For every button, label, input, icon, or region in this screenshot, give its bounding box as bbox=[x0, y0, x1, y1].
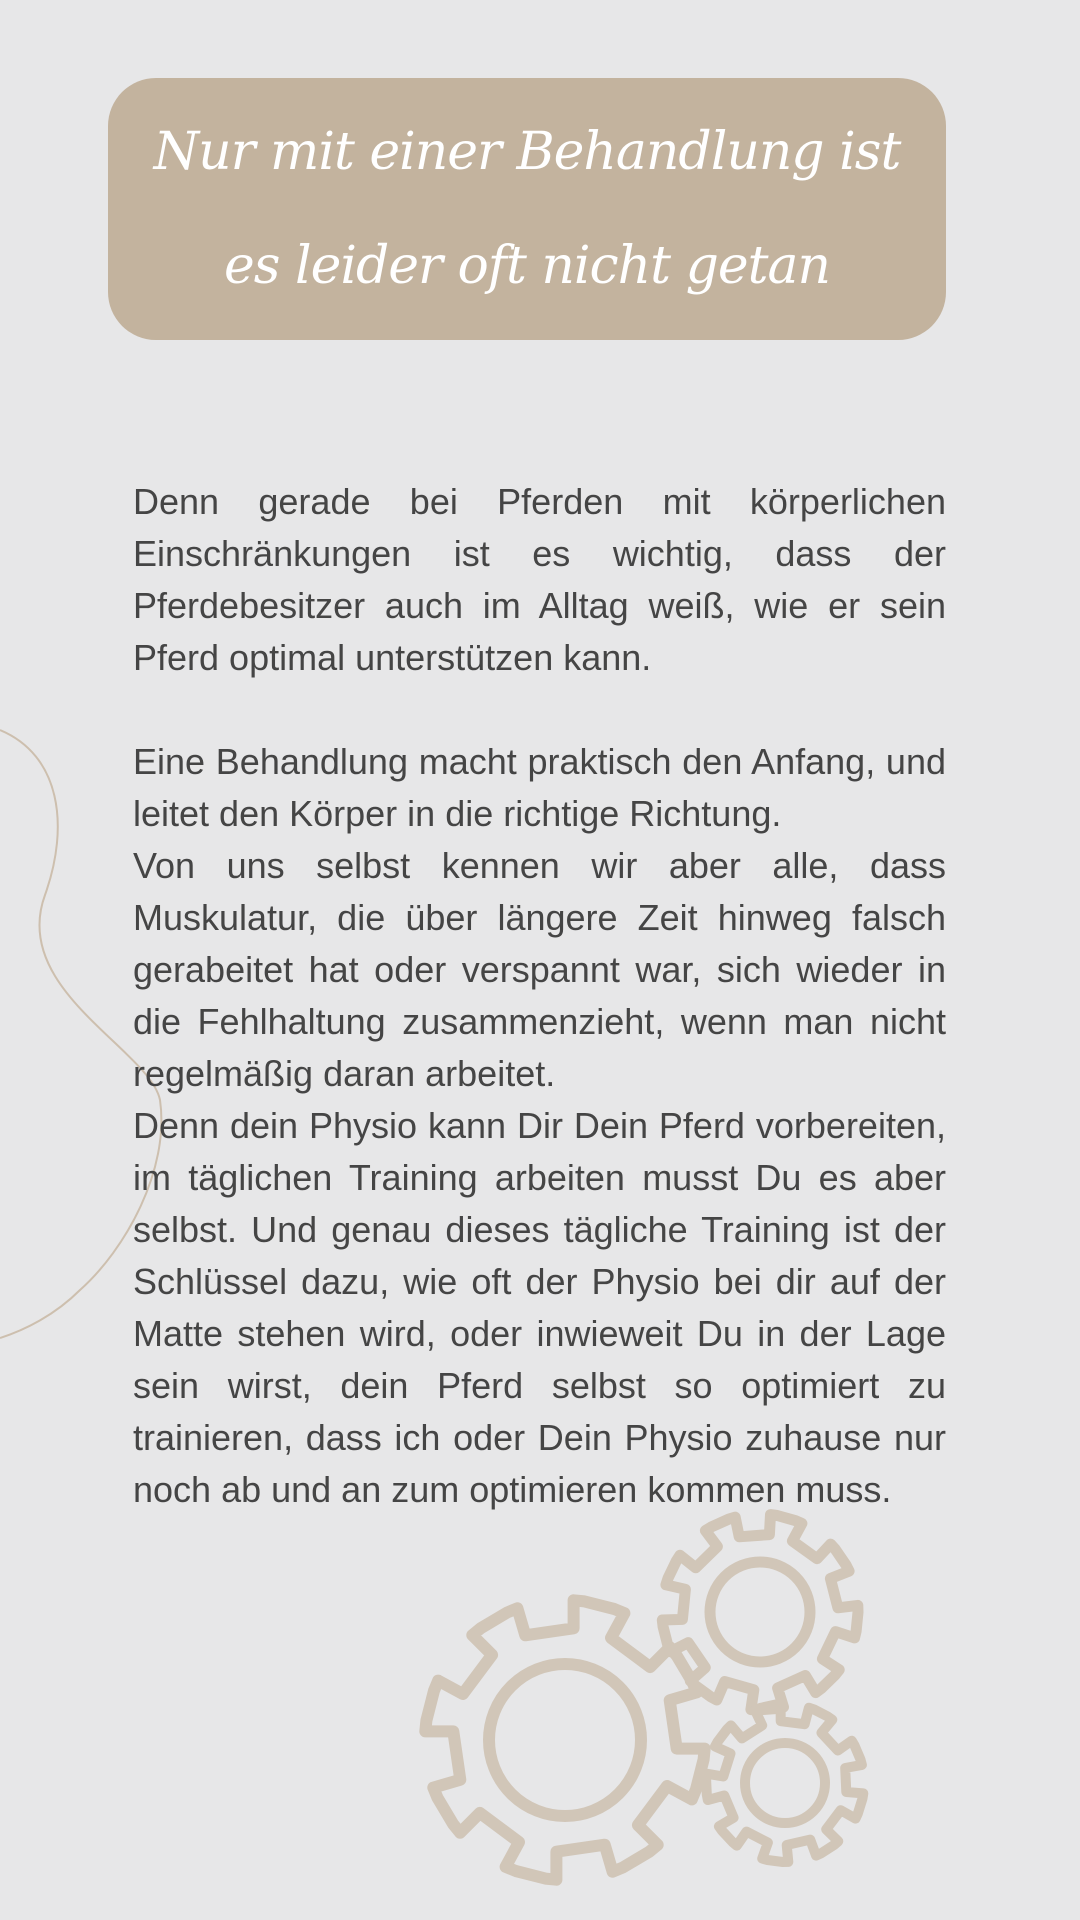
paragraph-2: Eine Behandlung macht praktisch den Anfang, und leitet den Körper in die richtige Richtung. bbox=[133, 741, 946, 834]
paragraph-4: Denn dein Physio kann Dir Dein Pferd vorbereiten, im täglichen Training arbeiten musst Du es aber selbst. Und genau dieses tägliche Training ist der Schlüssel dazu, wie oft der Physio bei dir auf der Matte stehen wird, oder inwieweit Du in der Lage sein wirst, dein Pferd selbst so optimiert zu trainieren, dass ich oder Dein Physio zuhause nur noch ab und an zum optimieren kommen muss. bbox=[133, 1105, 946, 1510]
small-gear-icon bbox=[706, 1704, 863, 1862]
gear-small-outline bbox=[706, 1704, 863, 1862]
gear-top-hole bbox=[710, 1562, 810, 1662]
gears-icon bbox=[405, 1500, 880, 1900]
body-text bbox=[133, 476, 946, 1516]
paragraph-gap bbox=[133, 684, 946, 736]
gear-top-outline bbox=[662, 1515, 858, 1710]
paragraph-1: Denn gerade bei Pferden mit körperlichen Einschränkungen ist es wichtig, dass der Pferdebesitzer auch im Alltag weiß, wie er sein Pferd optimal unterstützen kann. bbox=[133, 481, 946, 678]
title-line-2: es leider oft nicht getan bbox=[223, 236, 831, 296]
gear-small-hole bbox=[745, 1743, 825, 1823]
title-line-1: Nur mit einer Behandlung ist bbox=[153, 122, 901, 182]
top-gear-icon bbox=[662, 1515, 858, 1710]
paragraph-3: Von uns selbst kennen wir aber alle, dass Muskulatur, die über längere Zeit hinweg falsch gerabeitet hat oder verspannt war, sich wieder in die Fehlhaltung zusammenzieht, wenn man nicht regelmäßig daran arbeitet. bbox=[133, 845, 946, 1094]
gear-large-hole bbox=[489, 1664, 641, 1816]
title-banner bbox=[108, 78, 946, 340]
